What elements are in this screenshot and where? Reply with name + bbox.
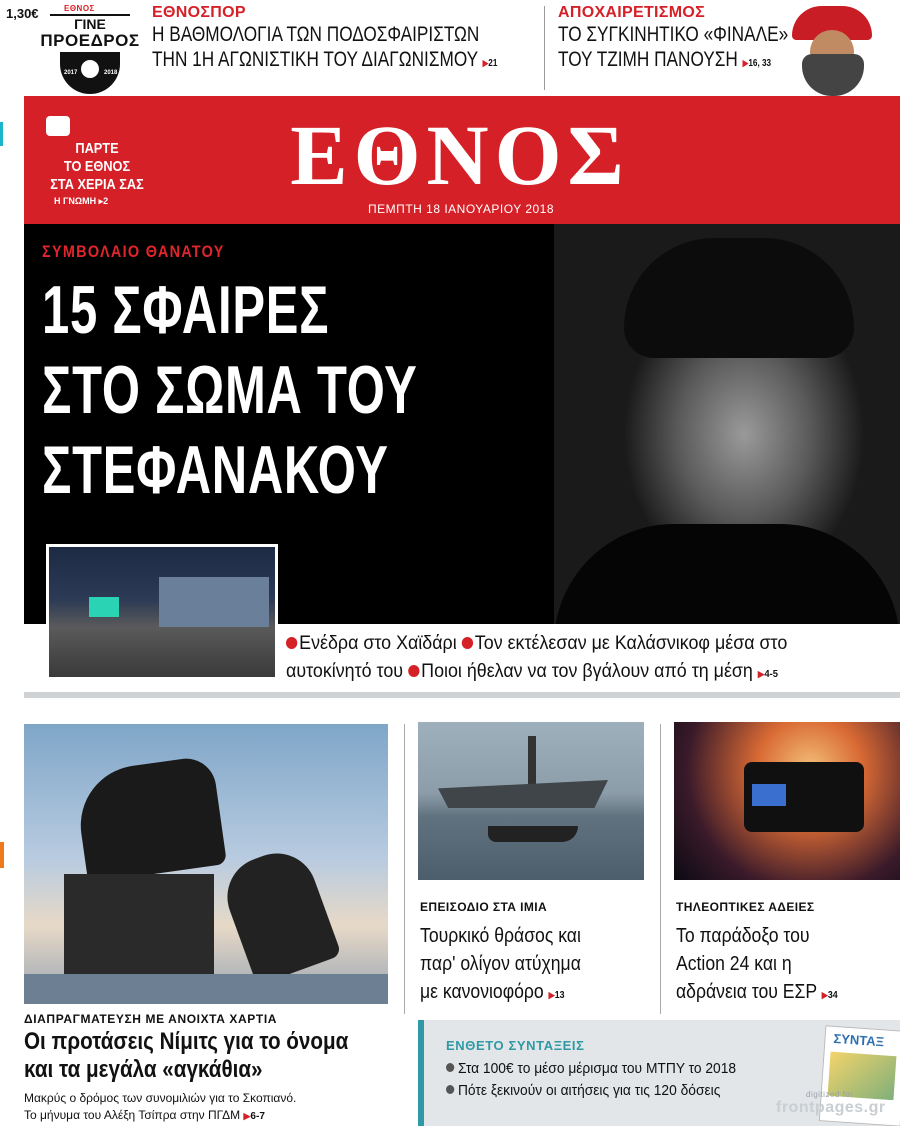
column-divider bbox=[660, 724, 661, 1014]
edge-mark bbox=[0, 122, 3, 146]
page-ref: ▶4-5 bbox=[757, 669, 778, 680]
issue-date: ΠΕΜΠΤΗ 18 ΙΑΝΟΥΑΡΙΟΥ 2018 bbox=[368, 202, 555, 216]
arrow-right-icon: ▶ bbox=[243, 1111, 251, 1121]
lead-bullet: Ενέδρα στο Χαϊδάρι bbox=[299, 633, 457, 654]
bullet-icon bbox=[408, 665, 419, 677]
teaser-sport[interactable] bbox=[152, 4, 573, 72]
insert-item: Στα 100€ το μέσο μέρισμα του ΜΤΠΥ το 2018 bbox=[446, 1060, 736, 1077]
game-badge-year-left: 2017 bbox=[64, 70, 78, 76]
arrow-right-icon: ▶ bbox=[548, 990, 555, 1000]
warship-photo bbox=[418, 722, 644, 880]
arrow-right-icon: ▶ bbox=[482, 58, 489, 68]
statue-photo bbox=[24, 724, 388, 1004]
game-badge-brand: ΕΘΝΟΣ bbox=[64, 4, 95, 13]
story-kicker: ΕΠΕΙΣΟΔΙΟ ΣΤΑ ΙΜΙΑ bbox=[420, 900, 548, 914]
insert-item: Πότε ξεκινούν οι αιτήσεις για τις 120 δόσεις bbox=[446, 1082, 720, 1099]
bullet-icon bbox=[446, 1085, 454, 1094]
masthead-note-ref: Η ΓΝΩΜΗ ▸2 bbox=[54, 196, 109, 206]
teaser-line: ΤΗΝ 1Η ΑΓΩΝΙΣΤΙΚΗ ΤΟΥ ΔΙΑΓΩΝΙΣΜΟΥ ▶21 bbox=[152, 48, 498, 71]
quote-icon bbox=[46, 116, 70, 136]
lead-headline-line: ΣΤΕΦΑΝΑΚΟΥ bbox=[42, 432, 389, 508]
masthead-note-line: ΣΤΑ ΧΕΡΙΑ ΣΑΣ bbox=[50, 176, 144, 193]
lead-bullets bbox=[286, 630, 861, 686]
story-headline[interactable]: Οι προτάσεις Νίμιτς για το όνομα και τα μεγάλα «αγκάθια» bbox=[24, 1028, 349, 1083]
page-ref: ▶6-7 bbox=[243, 1111, 265, 1122]
story-headline[interactable]: Τουρκικό θράσος και παρ' ολίγον ατύχημα με κανονιοφόρο ▶13 bbox=[420, 925, 581, 1003]
teaser-line: ΤΟ ΣΥΓΚΙΝΗΤΙΚΟ «ΦΙΝΑΛΕ» bbox=[558, 23, 789, 46]
story-headline[interactable]: Το παράδοξο του Action 24 και η αδράνεια του ΕΣΡ ▶34 bbox=[676, 925, 838, 1003]
tv-camera-photo bbox=[674, 722, 900, 880]
lead-bullet: αυτοκίνητό του bbox=[286, 661, 404, 682]
insert-kicker: ΕΝΘΕΤΟ ΣΥΝΤΑΞΕΙΣ bbox=[446, 1038, 585, 1053]
teaser-line: ΤΟΥ ΤΖΙΜΗ ΠΑΝΟΥΣΗ ▶16, 33 bbox=[558, 48, 772, 71]
lead-kicker: ΣΥΜΒΟΛΑΙΟ ΘΑΝΑΤΟΥ bbox=[42, 242, 225, 261]
page-ref: ▶34 bbox=[821, 990, 838, 1001]
top-strip bbox=[0, 0, 900, 96]
divider bbox=[544, 6, 545, 90]
lead-headline bbox=[42, 270, 662, 510]
game-badge-year-right: 2018 bbox=[104, 70, 118, 76]
teaser-line: Η ΒΑΘΜΟΛΟΓΙΑ ΤΩΝ ΠΟΔΟΣΦΑΙΡΙΣΤΩΝ bbox=[152, 23, 480, 46]
newspaper-logo[interactable]: ΕΘΝΟΣ bbox=[290, 107, 630, 203]
bullet-icon bbox=[462, 637, 473, 649]
teaser-kicker: ΕΘΝΟΣΠΟΡ bbox=[152, 4, 246, 21]
masthead bbox=[24, 96, 900, 224]
page-ref: ▶21 bbox=[482, 58, 498, 69]
masthead-note-line: ΤΟ ΕΘΝΟΣ bbox=[63, 158, 131, 175]
lead-bullet: Ποιοι ήθελαν να τον βγάλουν από τη μέση bbox=[421, 661, 753, 682]
lead-headline-line: 15 ΣΦΑΙΡΕΣ bbox=[42, 272, 330, 348]
edge-mark bbox=[0, 842, 4, 868]
page-ref: ▶13 bbox=[548, 990, 565, 1001]
game-badge-line1: ΓΙΝΕ bbox=[50, 14, 130, 32]
game-badge-line2: ΠΡΟΕΔΡΟΣ bbox=[40, 31, 140, 50]
page-ref: ▶16, 33 bbox=[742, 58, 772, 69]
lead-headline-line: ΣΤΟ ΣΩΜΑ ΤΟΥ bbox=[42, 352, 418, 428]
watermark: digitized for frontpages.gr bbox=[776, 1090, 886, 1116]
lead-bullet: Τον εκτέλεσαν με Καλάσνικοφ μέσα στο bbox=[474, 633, 788, 654]
teaser-photo bbox=[774, 0, 900, 96]
masthead-note[interactable] bbox=[46, 116, 166, 207]
story-subhead: Μακρύς ο δρόμος των συνομιλιών για το Σκοπιανό. Το μήνυμα του Αλέξη Τσίπρα στην ΠΓΔΜ ▶6-7 bbox=[24, 1091, 297, 1122]
arrow-right-icon: ▶ bbox=[821, 990, 828, 1000]
game-badge[interactable] bbox=[36, 4, 148, 94]
section-divider bbox=[24, 692, 900, 698]
arrow-right-icon: ▶ bbox=[757, 669, 765, 679]
bullet-icon bbox=[446, 1063, 454, 1072]
price: 1,30€ bbox=[6, 6, 39, 21]
football-icon bbox=[79, 58, 101, 80]
story-kicker: ΔΙΑΠΡΑΓΜΑΤΕΥΣΗ ΜΕ ΑΝΟΙΧΤΑ ΧΑΡΤΙΑ bbox=[24, 1012, 278, 1026]
teaser-kicker: ΑΠΟΧΑΙΡΕΤΙΣΜΟΣ bbox=[558, 4, 705, 21]
arrow-right-icon: ▶ bbox=[742, 58, 749, 68]
magazine-title: ΣΥΝΤΑΞ bbox=[833, 1030, 885, 1050]
masthead-note-line: ΠΑΡΤΕ bbox=[75, 140, 119, 157]
crime-scene-photo bbox=[46, 544, 278, 680]
column-divider bbox=[404, 724, 405, 1014]
story-kicker: ΤΗΛΕΟΠΤΙΚΕΣ ΑΔΕΙΕΣ bbox=[676, 900, 815, 914]
bullet-icon bbox=[286, 637, 297, 649]
